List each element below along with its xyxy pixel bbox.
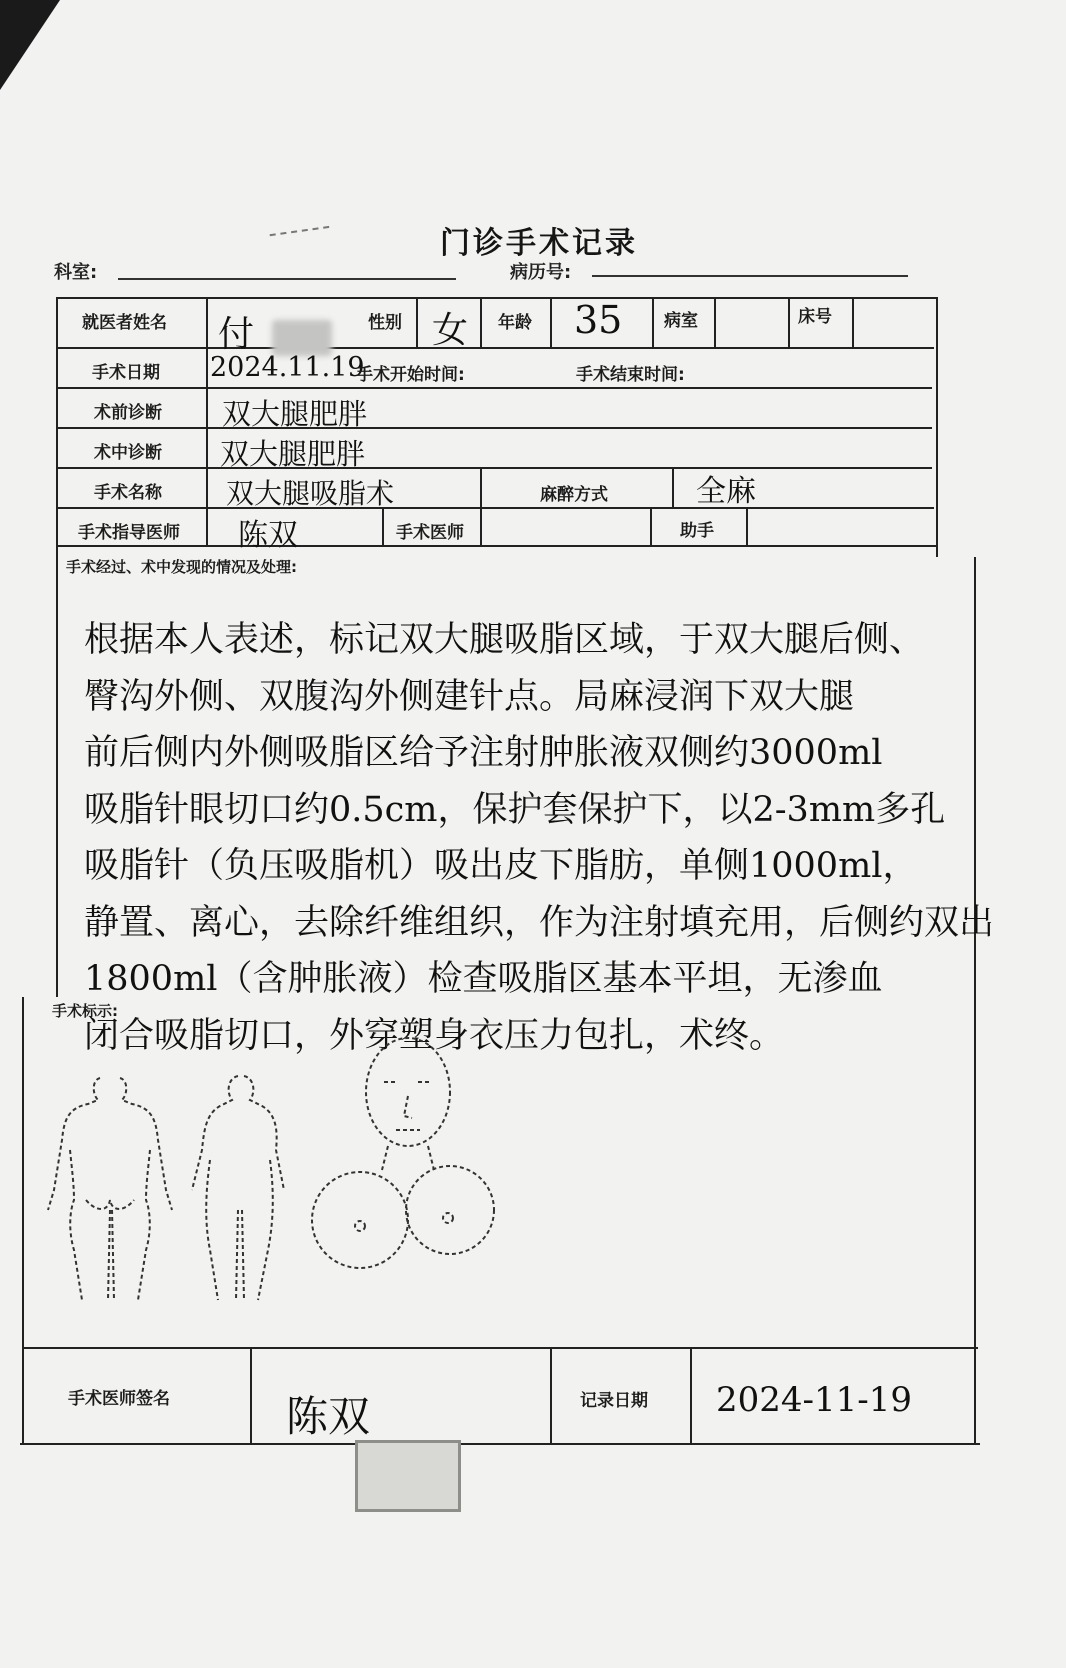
procedure-line: 吸脂针眼切口约0.5cm，保护套保护下，以2-3mm多孔: [84, 789, 946, 830]
record-no-underline: [592, 275, 908, 277]
procedure-line: 吸脂针（负压吸脂机）吸出皮下脂肪，单侧1000ml，: [84, 846, 918, 886]
diagram-label: 手术标示:: [52, 1002, 118, 1020]
guide-doctor-value: 陈双: [238, 518, 298, 553]
surgeon-signature-value: 陈双: [286, 1392, 371, 1441]
body-side-outline-figure: [180, 1060, 300, 1320]
surgery-name-value: 双大腿吸脂术: [226, 477, 395, 510]
age-label: 年龄: [498, 313, 532, 333]
surgery-date-value: 2024.11.19: [210, 352, 365, 383]
patient-name-value: 付: [218, 314, 255, 355]
age-value: 35: [574, 298, 623, 342]
procedure-line: 臀沟外侧、双腹沟外侧建针点。局麻浸润下双大腿: [84, 676, 855, 717]
gender-label: 性别: [368, 313, 402, 333]
record-date-value: 2024-11-19: [716, 1380, 913, 1420]
department-underline: [118, 278, 456, 280]
assistant-label: 助手: [680, 521, 714, 541]
anesthesia-value: 全麻: [696, 474, 756, 509]
intraop-diagnosis-label: 术中诊断: [94, 443, 162, 463]
pen-smudge: [270, 226, 331, 244]
bed-label: 床号: [798, 307, 832, 327]
procedure-label: 手术经过、术中发现的情况及处理:: [66, 558, 298, 576]
faint-header-bleed: [580, 150, 720, 164]
preop-diagnosis-label: 术前诊断: [94, 403, 162, 423]
procedure-line: 1800ml（含肿胀液）检查吸脂区基本平坦，无渗血: [84, 959, 883, 999]
surgeon-signature-label: 手术医师签名: [68, 1389, 170, 1409]
surgeon-label: 手术医师: [396, 523, 464, 543]
record-no-label: 病历号:: [510, 262, 572, 283]
record-date-label: 记录日期: [580, 1391, 648, 1411]
procedure-line: 根据本人表述，标记双大腿吸脂区域，于双大腿后侧、: [84, 620, 925, 660]
guide-doctor-label: 手术指导医师: [78, 523, 180, 543]
surgery-name-label: 手术名称: [94, 483, 162, 503]
anesthesia-label: 麻醉方式: [540, 485, 608, 505]
department-label: 科室:: [54, 262, 98, 283]
start-time-label: 手术开始时间:: [356, 365, 465, 385]
intraop-diagnosis-value: 双大腿肥胖: [220, 437, 366, 471]
ward-label: 病室: [664, 311, 698, 331]
procedure-line: 静置、离心，去除纤维组织，作为注射填充用，后侧约双出: [84, 902, 995, 943]
procedure-line: 前后侧内外侧吸脂区给予注射肿胀液双侧约3000ml: [84, 733, 883, 773]
patient-name-label: 就医者姓名: [82, 313, 167, 333]
seal-text: [358, 1449, 458, 1468]
document-title: 门诊手术记录: [440, 226, 638, 261]
doctor-seal-stamp: [355, 1440, 461, 1512]
scan-shadow-corner: [0, 0, 60, 90]
gender-value: 女: [432, 310, 469, 351]
face-and-breast-outline-figure: [300, 1030, 500, 1300]
procedure-notes: [84, 612, 995, 1064]
body-back-outline-figure: [40, 1060, 180, 1320]
procedure-line: 闭合吸脂切口，外穿塑身衣压力包扎，术终。: [84, 1015, 785, 1056]
end-time-label: 手术结束时间:: [576, 365, 685, 385]
preop-diagnosis-value: 双大腿肥胖: [222, 397, 368, 431]
redacted-name-blur: [272, 320, 332, 356]
surgery-date-label: 手术日期: [92, 363, 160, 383]
